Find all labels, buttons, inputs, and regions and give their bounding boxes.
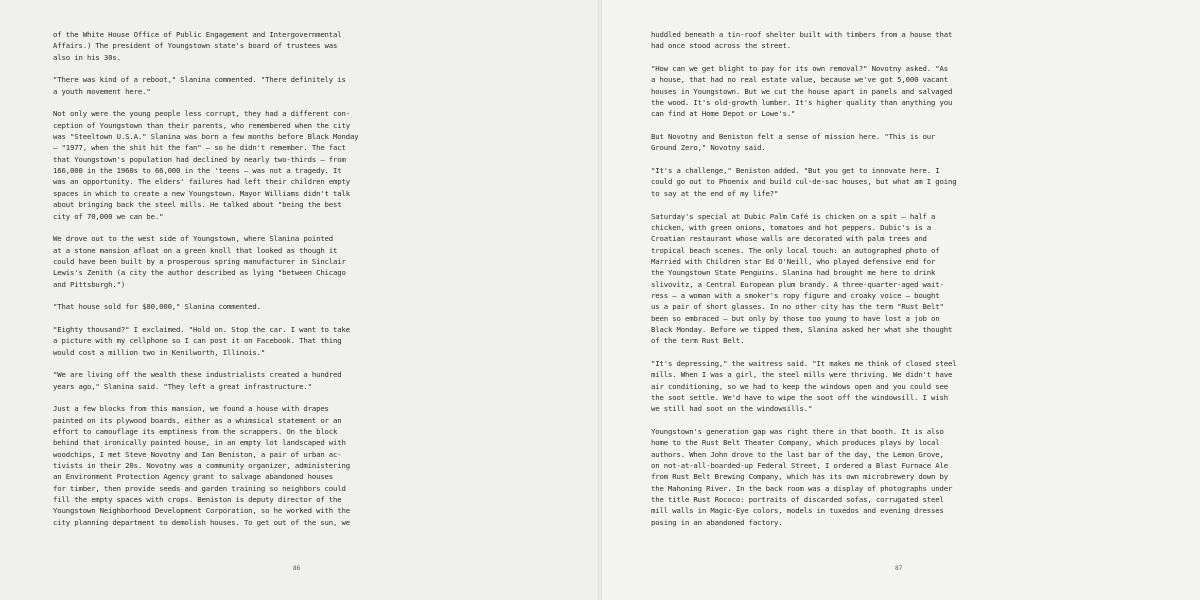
text-line: 166,000 in the 1960s to 66,000 in the 'teens — was not a tragedy. It — [53, 166, 342, 176]
text-line: the Mahoning River. In the back room was a display of photographs under — [651, 483, 953, 493]
text-line: to say at the end of my life?" — [651, 188, 779, 198]
paragraph — [53, 29, 425, 63]
text-line: the title Rust Rococo: portraits of discarded sofas, corrugated steel — [651, 495, 944, 505]
text-line: "There was kind of a reboot," Slanina commented. "There definitely is — [53, 75, 346, 85]
text-line: "Eighty thousand?" I exclaimed. "Hold on. Stop the car. I want to take — [53, 324, 351, 334]
text-line: Youngstown Neighborhood Development Corporation, so he worked with the — [53, 506, 351, 516]
text-line: woodchips, I met Steve Novotny and Ian Beniston, a pair of urban ac- — [53, 449, 342, 459]
text-line: houses in Youngstown. But we cut the house apart in panels and salvaged — [651, 86, 953, 96]
text-line: ress — a woman with a smoker's ropy figure and croaky voice — bought — [651, 290, 940, 300]
paragraph — [53, 324, 425, 358]
text-line: "It's a challenge," Beniston added. "But you get to innovate here. I — [651, 166, 940, 176]
paragraph — [651, 426, 1023, 528]
right-page — [600, 0, 1200, 600]
right-page-number: 87 — [895, 565, 903, 572]
text-line: "How can we get blight to pay for its own removal?" Novotny asked. "As — [651, 64, 949, 74]
text-line: tropical beach scenes. The only local touch: an autographed photo of — [651, 245, 940, 255]
text-line: city of 70,000 we can be." — [53, 211, 164, 221]
text-line: on not-at-all-boarded-up Federal Street, I ordered a Blast Furnace Ale — [651, 461, 949, 471]
text-line: Affairs.) The president of Youngstown state's board of trustees was — [53, 41, 338, 51]
text-line: effort to camouflage its emptiness from the scrappers. On the block — [53, 427, 338, 437]
left-page-body — [53, 29, 425, 539]
text-line: fill the empty spaces with crops. Beniston is deputy director of the — [53, 495, 342, 505]
paragraph — [53, 369, 425, 392]
text-line: the Youngstown State Penguins. Slanina had brought me here to drink — [651, 268, 936, 278]
text-line: was "Steeltown U.S.A." Slanina was born a few months before Black Monday — [53, 132, 359, 142]
text-line: could have been built by a prosperous spring manufacturer in Sinclair — [53, 256, 346, 266]
text-line: behind that ironically painted house, in an empty lot landscaped with — [53, 438, 346, 448]
text-line: — "1977, when the shit hit the fan" — so he didn't remember. The fact — [53, 143, 346, 153]
text-line: a house, that had no real estate value, because we've got 5,000 vacant — [651, 75, 949, 85]
text-line: a youth movement here." — [53, 86, 151, 96]
paragraph — [651, 29, 1023, 52]
book-gutter — [598, 0, 602, 600]
text-line: city planning department to demolish houses. To get out of the sun, we — [53, 517, 351, 527]
text-line: Married with Children star Ed O'Neill, who played defensive end for — [651, 256, 936, 266]
text-line: We drove out to the west side of Youngstown, where Slanina pointed — [53, 234, 334, 244]
text-line: "That house sold for $80,000," Slanina commented. — [53, 302, 261, 312]
text-line: authors. When John drove to the last bar of the day, the Lemon Grove, — [651, 449, 944, 459]
text-line: an Environment Protection Agency grant to salvage abandoned houses — [53, 472, 334, 482]
paragraph — [53, 108, 425, 221]
paragraph — [651, 131, 1023, 154]
text-line: the wood. It's old-growth lumber. It's higher quality than anything you — [651, 98, 953, 108]
paragraph — [53, 233, 425, 290]
text-line: of the White House Office of Public Engagement and Intergovernmental — [53, 30, 342, 39]
text-line: spaces in which to create a new Youngstown. Mayor Williams didn't talk — [53, 188, 351, 198]
text-line: was an opportunity. The elders' failures had left their children empty — [53, 177, 351, 187]
text-line: But Novotny and Beniston felt a sense of mission here. "This is our — [651, 132, 936, 142]
text-line: Youngstown's generation gap was right there in that booth. It is also — [651, 427, 944, 437]
text-line: mills. When I was a girl, the steel mills were thriving. We didn't have — [651, 370, 953, 380]
text-line: Lewis's Zenith (a city the author described as lying "between Chicago — [53, 268, 346, 278]
text-line: had once stood across the street. — [651, 41, 792, 51]
text-line: tivists in their 20s. Novotny was a community organizer, administering — [53, 461, 351, 471]
paragraph — [651, 165, 1023, 199]
paragraph — [53, 301, 425, 312]
text-line: of the term Rust Belt. — [651, 336, 745, 346]
text-line: been so embraced — but only by those too young to have lost a job on — [651, 313, 940, 323]
text-line: could go out to Phoenix and build cul-de-sac houses, but what am I going — [651, 177, 957, 187]
text-line: mill walls in Magic-Eye colors, models in tuxedos and evening dresses — [651, 506, 944, 516]
text-line: "It's depressing," the waitress said. "It makes me think of closed steel — [651, 358, 957, 368]
text-line: home to the Rust Belt Theater Company, which produces plays by local — [651, 438, 940, 448]
text-line: Ground Zero," Novotny said. — [651, 143, 766, 153]
text-line: Not only were the young people less corrupt, they had a different con- — [53, 109, 351, 119]
text-line: a picture with my cellphone so I can post it on Facebook. That thing — [53, 336, 342, 346]
text-line: that Youngstown's population had declined by nearly two-thirds — from — [53, 154, 346, 164]
text-line: chicken, with green onions, tomatoes and hot peppers. Dubic's is a — [651, 222, 932, 232]
text-line: at a stone mansion afloat on a green knoll that looked as though it — [53, 245, 338, 255]
text-line: can find at Home Depot or Lowe's." — [651, 109, 796, 119]
text-line: we still had soot on the windowsills." — [651, 404, 813, 414]
text-line: Saturday's special at Dubic Palm Café is chicken on a spit — half a — [651, 211, 936, 221]
text-line: for timber, then provide seeds and garden training so neighbors could — [53, 483, 346, 493]
text-line: air conditioning, so we had to keep the windows open and you could see — [651, 381, 949, 391]
text-line: ception of Youngstown than their parents, who remembered when the city — [53, 120, 351, 130]
text-line: Just a few blocks from this mansion, we found a house with drapes — [53, 404, 329, 414]
text-line: us a pair of short glasses. In no other city has the term "Rust Belt" — [651, 302, 944, 312]
text-line: posing in an abandoned factory. — [651, 517, 783, 527]
text-line: and Pittsburgh.") — [53, 279, 126, 289]
text-line: would cost a million two in Kenilworth, Illinois." — [53, 347, 266, 357]
text-line: Black Monday. Before we tipped them, Slanina asked her what she thought — [651, 324, 953, 334]
paragraph — [53, 74, 425, 97]
text-line: huddled beneath a tin-roof shelter built with timbers from a house that — [651, 30, 953, 39]
text-line: slivovitz, a Central European plum brandy. A three-quarter-aged wait- — [651, 279, 944, 289]
text-line: about bringing back the steel mills. He talked about "being the best — [53, 200, 342, 210]
paragraph — [651, 358, 1023, 415]
text-line: also in his 30s. — [53, 52, 121, 62]
text-line: years ago," Slanina said. "They left a great infrastructure." — [53, 381, 312, 391]
right-page-body — [651, 29, 1023, 539]
text-line: from Rust Belt Brewing Company, which has its own microbrewery down by — [651, 472, 949, 482]
text-line: "We are living off the wealth these industrialists created a hundred — [53, 370, 342, 380]
text-line: the soot settle. We'd have to wipe the soot off the windowsill. I wish — [651, 393, 949, 402]
text-line: painted on its plywood boards, either as a whimsical statement or an — [53, 415, 342, 425]
left-page-number: 86 — [293, 565, 301, 572]
paragraph — [53, 403, 425, 528]
paragraph — [651, 211, 1023, 347]
paragraph — [651, 63, 1023, 120]
text-line: Croatian restaurant whose walls are decorated with palm trees and — [651, 234, 927, 244]
